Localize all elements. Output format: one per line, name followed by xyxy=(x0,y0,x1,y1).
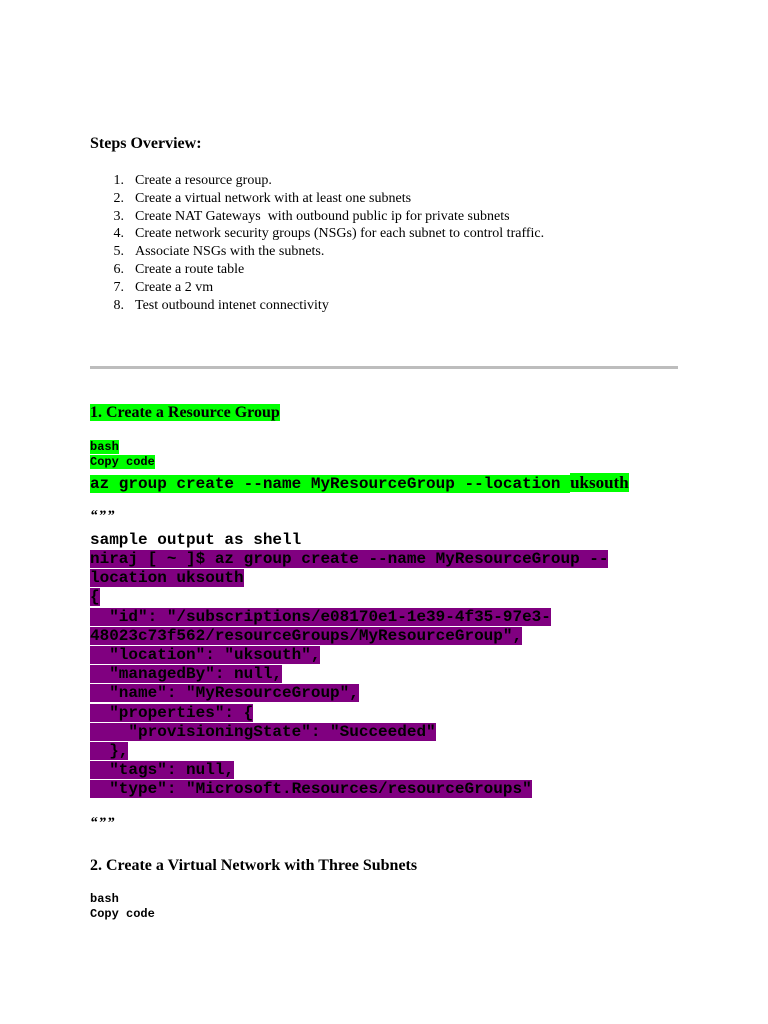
output-line: "managedBy": null, xyxy=(90,665,283,684)
list-item: 4. Create network security groups (NSGs) for each subnet to control traffic. xyxy=(113,226,545,242)
list-item: 3. Create NAT Gateways with outbound public ip for private subnets xyxy=(113,208,510,224)
section-heading-virtual-network: 2. Create a Virtual Network with Three Subnets xyxy=(90,857,418,874)
horizontal-rule xyxy=(90,366,678,369)
sample-output-title: sample output as shell xyxy=(90,531,302,549)
output-line: "location": "uksouth", xyxy=(90,646,321,665)
list-item: 8. Test outbound intenet connectivity xyxy=(113,297,329,313)
output-line: "type": "Microsoft.Resources/resourceGroups" xyxy=(90,780,532,799)
output-line: "properties": { xyxy=(90,703,254,722)
output-line: 48023c73f562/resourceGroups/MyResourceGroup", xyxy=(90,626,523,645)
copy-code-button[interactable]: Copy code xyxy=(90,455,155,469)
code-lang-label: bash xyxy=(90,440,119,454)
output-line: location uksouth xyxy=(90,569,244,588)
output-line: { xyxy=(90,588,100,607)
list-item: 6. Create a route table xyxy=(113,261,245,277)
output-line: niraj [ ~ ]$ az group create --name MyResourceGroup -- xyxy=(90,550,609,568)
list-item: 7. Create a 2 vm xyxy=(113,279,214,295)
section-heading-resource-group: 1. Create a Resource Group xyxy=(90,404,280,421)
copy-code-button-2[interactable]: Copy code xyxy=(90,907,155,921)
quote-open: “”” xyxy=(90,508,116,524)
command-line: az group create --name MyResourceGroup --location uksouth xyxy=(90,473,629,493)
sample-output-block xyxy=(90,550,608,800)
steps-overview-title: Steps Overview: xyxy=(90,135,202,152)
list-item: 5. Associate NSGs with the subnets. xyxy=(113,244,325,260)
output-line: "tags": null, xyxy=(90,761,235,780)
output-line: "name": "MyResourceGroup", xyxy=(90,684,359,703)
output-line: "provisioningState": "Succeeded" xyxy=(90,722,436,741)
output-line: "id": "/subscriptions/e08170e1-1e39-4f35-97e3- xyxy=(90,607,551,626)
list-item: 1. Create a resource group. xyxy=(113,173,272,188)
list-item: 2. Create a virtual network with at least one subnets xyxy=(113,190,412,206)
steps-list xyxy=(90,172,544,314)
code-lang-label-2: bash xyxy=(90,892,119,906)
output-line: }, xyxy=(90,742,129,761)
quote-close: “”” xyxy=(90,815,116,831)
